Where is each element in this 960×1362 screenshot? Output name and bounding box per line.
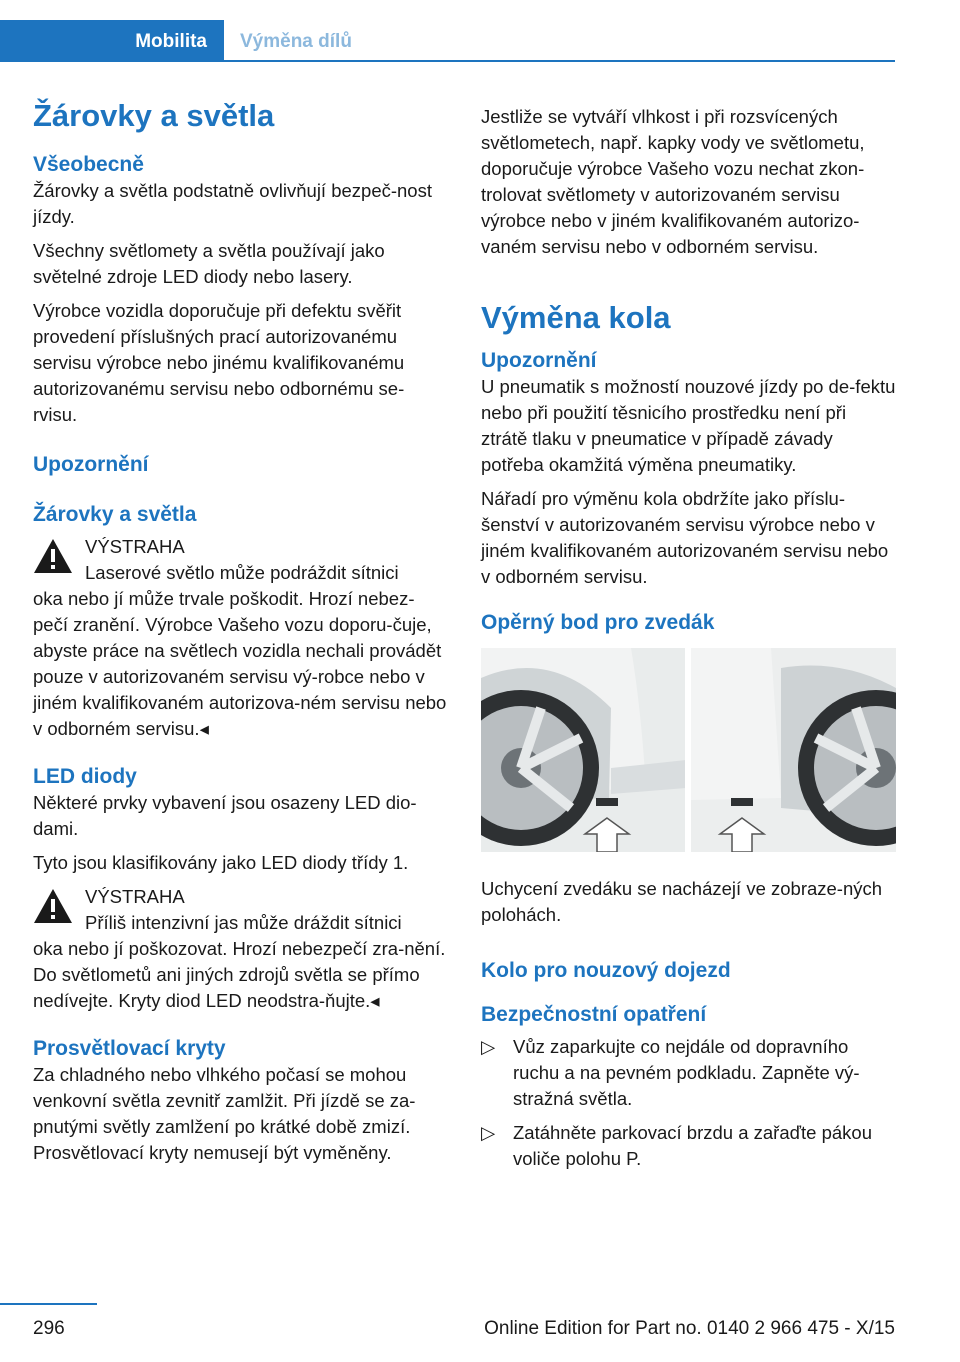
- led-paragraph-1: Některé prvky vybavení jsou osazeny LED dio-dami.: [33, 792, 417, 839]
- warning-body-led: oka nebo jí poškozovat. Hrozí nebezpečí zra-nění. Do světlometů ani jiných zdrojů světla se přímo nedívejte. Kryty diod LED neodstra-ňujte.◂: [33, 938, 446, 1011]
- heading-light-covers: Prosvětlovací kryty: [33, 1037, 226, 1060]
- led-paragraph-2: Tyto jsou klasifikovány jako LED diody třídy 1.: [33, 852, 409, 873]
- warning-block-led: [33, 884, 448, 936]
- general-paragraph-2: Všechny světlomety a světla používají jako světelné zdroje LED diody nebo lasery.: [33, 240, 385, 287]
- heading-general: Všeobecně: [33, 153, 144, 176]
- heading-notice: Upozornění: [33, 453, 149, 476]
- bullet-text: Zatáhněte parkovací brzdu a zařaďte pákou voliče polohu P.: [513, 1122, 872, 1169]
- warning-first-line: Příliš intenzivní jas může dráždit sítnici: [85, 912, 402, 933]
- header-tab-mobilita: Mobilita: [0, 20, 224, 62]
- header-tab-parts-replacement: Výměna dílů: [240, 31, 352, 52]
- list-item: [481, 1120, 896, 1172]
- heading-bulbs-lights: Žárovky a světla: [33, 503, 197, 526]
- wheel-notice-paragraph-1: U pneumatik s možností nouzové jízdy po de-fektu nebo při použití těsnicího prostředku není při ztrátě tlaku v pneumatice v případě závady potřeba okamžitá výměna pneumatiky.: [481, 376, 896, 475]
- list-item: [481, 1034, 896, 1112]
- heading-wheel-notice: Upozornění: [481, 349, 597, 372]
- right-column: [481, 104, 896, 1180]
- warning-body-laser: oka nebo jí může trvale poškodit. Hrozí nebez-pečí zranění. Výrobce Vašeho vozu doporu-čuje, abyste práce na světlech vozidla nechali provádět pouze v autorizovaném servisu vý-robce nebo v jiném kvalifikovaném autorizova-ném servisu nebo v odborném servisu.◂: [33, 588, 447, 739]
- heading-spare-wheel: Kolo pro nouzový dojezd: [481, 959, 731, 982]
- warning-block-laser: [33, 534, 448, 586]
- jack-points-illustration: [481, 648, 896, 852]
- heading-jack-point: Opěrný bod pro zvedák: [481, 611, 715, 634]
- warning-triangle-icon: [33, 888, 73, 924]
- warning-triangle-icon: [33, 538, 73, 574]
- left-column: [33, 96, 448, 1174]
- general-paragraph-1: Žárovky a světla podstatně ovlivňují bezpeč-nost jízdy.: [33, 180, 432, 227]
- general-paragraph-3: Výrobce vozidla doporučuje při defektu svěřit provedení příslušných prací autorizovanému servisu výrobce nebo jinému kvalifikovanému autorizovanému servisu nebo odbornému se-rvisu.: [33, 300, 405, 425]
- jack-caption: Uchycení zvedáku se nacházejí ve zobraze-ných polohách.: [481, 878, 883, 925]
- covers-paragraph: Za chladného nebo vlhkého počasí se mohou venkovní světla zevnitř zamlžit. Při jízdě se za-pnutými světly zamlžení po krátké době zmizí. Prosvětlovací kryty nemusejí být vyměněny.: [33, 1064, 416, 1163]
- page-number: 296: [33, 1318, 65, 1339]
- header-rule: [0, 60, 895, 62]
- bullet-triangle-icon: ▷: [481, 1122, 496, 1143]
- footer-edition-text: Online Edition for Part no. 0140 2 966 475 - X/15: [484, 1318, 895, 1339]
- warning-title: VÝSTRAHA: [85, 536, 185, 557]
- section-title-bulbs-lights: Žárovky a světla: [33, 98, 275, 133]
- warning-title: VÝSTRAHA: [85, 886, 185, 907]
- moisture-paragraph: Jestliže se vytváří vlhkost i při rozsvícených světlometech, např. kapky vody ve světlometu, doporučuje výrobce Vašeho vozu nechat zkon-trolovat světlomety v autorizovaném servisu výrobce nebo v jiném kvalifikovaném autorizo-vaném servisu nebo v odborném servisu.: [481, 106, 865, 257]
- heading-safety-measures: Bezpečnostní opatření: [481, 1003, 707, 1026]
- warning-first-line: Laserové světlo může podráždit sítnici: [85, 562, 399, 583]
- heading-led: LED diody: [33, 765, 137, 788]
- wheel-notice-paragraph-2: Nářadí pro výměnu kola obdržíte jako příslu-šenství v autorizovaném servisu výrobce nebo v jiném kvalifikovaném autorizovaném servisu nebo v odborném servisu.: [481, 488, 889, 587]
- section-title-wheel-change: Výměna kola: [481, 300, 671, 335]
- footer-rule: [0, 1303, 97, 1305]
- page-header: [0, 0, 895, 62]
- bullet-text: Vůz zaparkujte co nejdále od dopravního ruchu a na pevném podkladu. Zapněte vý-stražná světla.: [513, 1036, 860, 1109]
- bullet-triangle-icon: ▷: [481, 1036, 496, 1057]
